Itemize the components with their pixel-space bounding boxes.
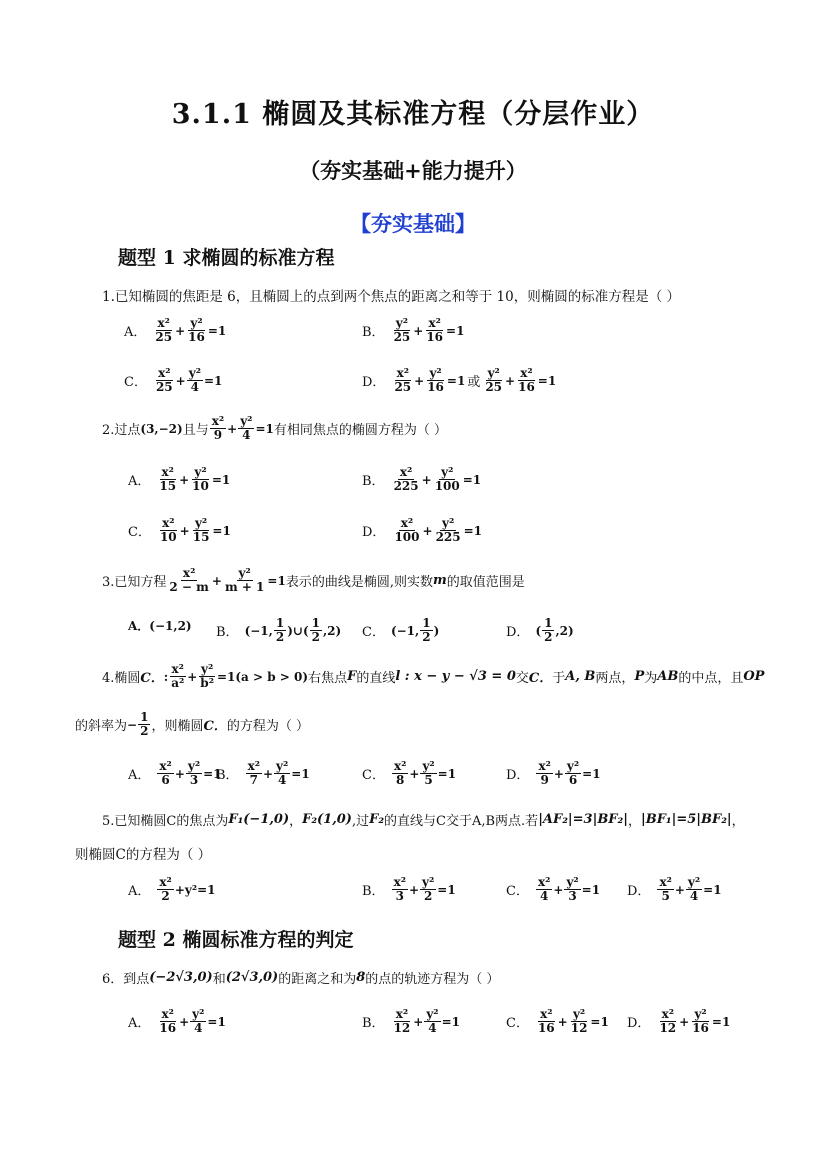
q1-option-a: A． $\frac{\text{x²}}{25}$ + $\frac{\text{y²}}{16}$ =1 (124, 316, 227, 344)
q3-option-b: B． (−1, $\frac{1}{2}$ ) ∪ ( $\frac{1}{2}$ ,2) (216, 616, 342, 644)
q2-option-b: B． $\frac{\text{x²}}{225}$ + $\frac{\text{y²}}{100}$ =1 (362, 465, 482, 493)
q4-text-line2: 的斜率为 − $\frac{1}{2}$ ，则椭圆 C． 的方程为（ ） (75, 710, 309, 738)
q1-option-c: C． $\frac{\text{x²}}{25}$ + $\frac{\text{y²}}{4}$ =1 (124, 366, 223, 394)
q2-option-d: D． $\frac{\text{x²}}{100}$ + $\frac{\text{y²}}{225}$ =1 (362, 516, 483, 544)
page-subtitle: （夯实基础+能力提升） (299, 158, 527, 183)
q4-option-b: B． $\frac{\text{x²}}{7}$ + $\frac{\text{y²}}{4}$ =1 (216, 759, 310, 787)
q2-option-a: A． $\frac{\text{x²}}{15}$ + $\frac{\text{y²}}{10}$ =1 (128, 465, 231, 493)
q1-text: 1.已知椭圆的焦距是 6，且椭圆上的点到两个焦点的距离之和等于 10，则椭圆的标准方程是（ ） (102, 289, 681, 305)
q6-option-d: D． $\frac{\text{x²}}{12}$ + $\frac{\text{y²}}{16}$ =1 (627, 1007, 731, 1035)
q6-option-a: A． $\frac{\text{x²}}{16}$ + $\frac{\text{y²}}{4}$ =1 (128, 1007, 226, 1035)
q3-option-a: A．(−1,2) (128, 619, 192, 633)
q4-option-a: A． $\frac{\text{x²}}{6}$ + $\frac{\text{y²}}{3}$ =1 (128, 759, 222, 787)
q6-option-b: B． $\frac{\text{x²}}{12}$ + $\frac{\text{y²}}{4}$ =1 (362, 1007, 460, 1035)
q1-option-b: B． $\frac{\text{y²}}{25}$ + $\frac{\text{x²}}{16}$ =1 (362, 316, 465, 344)
q5-option-b: B． $\frac{\text{x²}}{3}$ + $\frac{\text{y²}}{2}$ =1 (362, 875, 456, 903)
q1-option-d: D． $\frac{\text{x²}}{25}$ + $\frac{\text{y²}}{16}$ =1 或 $\frac{\text{y²}}{25}$ + $\frac{\text{x²}}{16}$ =1 (362, 366, 557, 394)
q5-option-c: C． $\frac{\text{x²}}{4}$ + $\frac{\text{y²}}{3}$ =1 (506, 875, 601, 903)
q5-option-d: D． $\frac{\text{x²}}{5}$ + $\frac{\text{y²}}{4}$ =1 (627, 875, 722, 903)
q6-option-c: C． $\frac{\text{x²}}{16}$ + $\frac{\text{y²}}{12}$ =1 (506, 1007, 609, 1035)
q4-option-c: C． $\frac{\text{x²}}{8}$ + $\frac{\text{y²}}{5}$ =1 (362, 759, 457, 787)
section-heading: 【夯实基础】 (350, 211, 476, 236)
q5-text-line1: 5.已知椭圆C的焦点为 F₁(−1,0) ， F₂(1,0) ,过 F₂ 的直线与C交于A,B两点.若 |AF₂|=3|BF₂| ， |BF₁|=5|BF₂| ， (102, 812, 745, 829)
q5-text-line2: 则椭圆C的方程为（ ） (75, 847, 212, 863)
q3-text: 3.已知方程 $\frac{\text{x²}}{2 - m}$ + $\frac{\text{y²}}{m + 1}$ =1 表示的曲线是椭圆,则实数 m 的取值范围是 (102, 566, 525, 594)
q6-text: 6．到点 (−2√3,0) 和 (2√3,0) 的距离之和为 8 的点的轨迹方程为（ ） (102, 970, 500, 987)
q3-option-c: C． (−1, $\frac{1}{2}$ ) (362, 616, 440, 644)
q5-option-a: A． $\frac{\text{x²}}{2}$ + y² =1 (128, 875, 216, 903)
q4-option-d: D． $\frac{\text{x²}}{9}$ + $\frac{\text{y²}}{6}$ =1 (506, 759, 601, 787)
page-title: 3.1.1 椭圆及其标准方程（分层作业） (171, 99, 655, 130)
type1-heading: 题型 1 求椭圆的标准方程 (118, 247, 335, 269)
q4-text-line1: 4.椭圆 C． : $\frac{\text{x²}}{\text{a²}}$ + $\frac{\text{y²}}{\text{b²}}$ =1(a > b > 0) 右焦点 F 的直线 l : x − y − √3 = 0 交 C． 于 A, B 两点， P 为 AB 的中点，且 OP (102, 662, 765, 690)
q2-text: 2.过点 (3,−2) 且与 $\frac{\text{x²}}{9}$ + $\frac{\text{y²}}{4}$ =1 有相同焦点的椭圆方程为（ ） (102, 414, 447, 442)
q3-option-d: D． ( $\frac{1}{2}$ ,2) (506, 616, 574, 644)
type2-heading: 题型 2 椭圆标准方程的判定 (118, 929, 354, 951)
q2-option-c: C． $\frac{\text{x²}}{10}$ + $\frac{\text{y²}}{15}$ =1 (128, 516, 231, 544)
